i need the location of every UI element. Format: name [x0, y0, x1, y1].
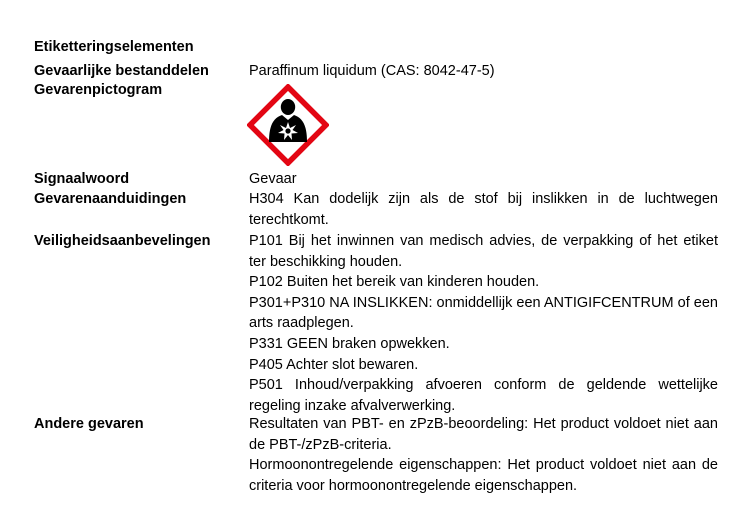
- signal-word-label: Signaalwoord: [34, 171, 130, 187]
- other-hazard-statement: Resultaten van PBT- en zPzB-beoordeling: Het product voldoet niet aan de PBT-/zPzB-criteria.: [249, 416, 718, 453]
- precautionary-statement: P102 Buiten het bereik van kinderen houden.: [249, 274, 540, 291]
- other-hazards-list: [249, 414, 718, 496]
- precautionary-statement: P101 Bij het inwinnen van medisch advies, de verpakking of het etiket ter beschikking houden.: [249, 233, 718, 270]
- hazard-statement-h304: H304 Kan dodelijk zijn als de stof bij inslikken in de luchtwegen terechtkomt.: [249, 191, 718, 228]
- hazard-statements-label: Gevarenaanduidingen: [34, 191, 187, 207]
- precautionary-statement: P501 Inhoud/verpakking afvoeren conform de geldende wettelijke regeling inzake afvalverwerking.: [249, 377, 718, 414]
- section-heading: Etiketteringselementen: [34, 39, 194, 55]
- signal-word-value: Gevaar: [249, 171, 297, 187]
- ingredients-label: Gevaarlijke bestanddelen: [34, 63, 209, 79]
- ingredients-value: Paraffinum liquidum (CAS: 8042-47-5): [249, 63, 495, 79]
- precautionary-statement: P301+P310 NA INSLIKKEN: onmiddellijk een ANTIGIFCENTRUM of een arts raadplegen.: [249, 294, 718, 332]
- other-hazards-label: Andere gevaren: [34, 416, 144, 432]
- health-hazard-ghs08-icon: [247, 84, 329, 166]
- precautionary-list: [249, 231, 718, 416]
- other-hazard-statement: Hormoonontregelende eigenschappen: Het product voldoet niet aan de criteria voor hormoonontregelende eigenschappen.: [249, 457, 718, 494]
- pictogram-label: Gevarenpictogram: [34, 82, 163, 98]
- precautionary-label: Veiligheidsaanbevelingen: [34, 233, 211, 249]
- precautionary-statement: P405 Achter slot bewaren.: [249, 356, 419, 373]
- hazard-statements-value: [249, 189, 718, 230]
- precautionary-statement: P331 GEEN braken opwekken.: [249, 335, 450, 352]
